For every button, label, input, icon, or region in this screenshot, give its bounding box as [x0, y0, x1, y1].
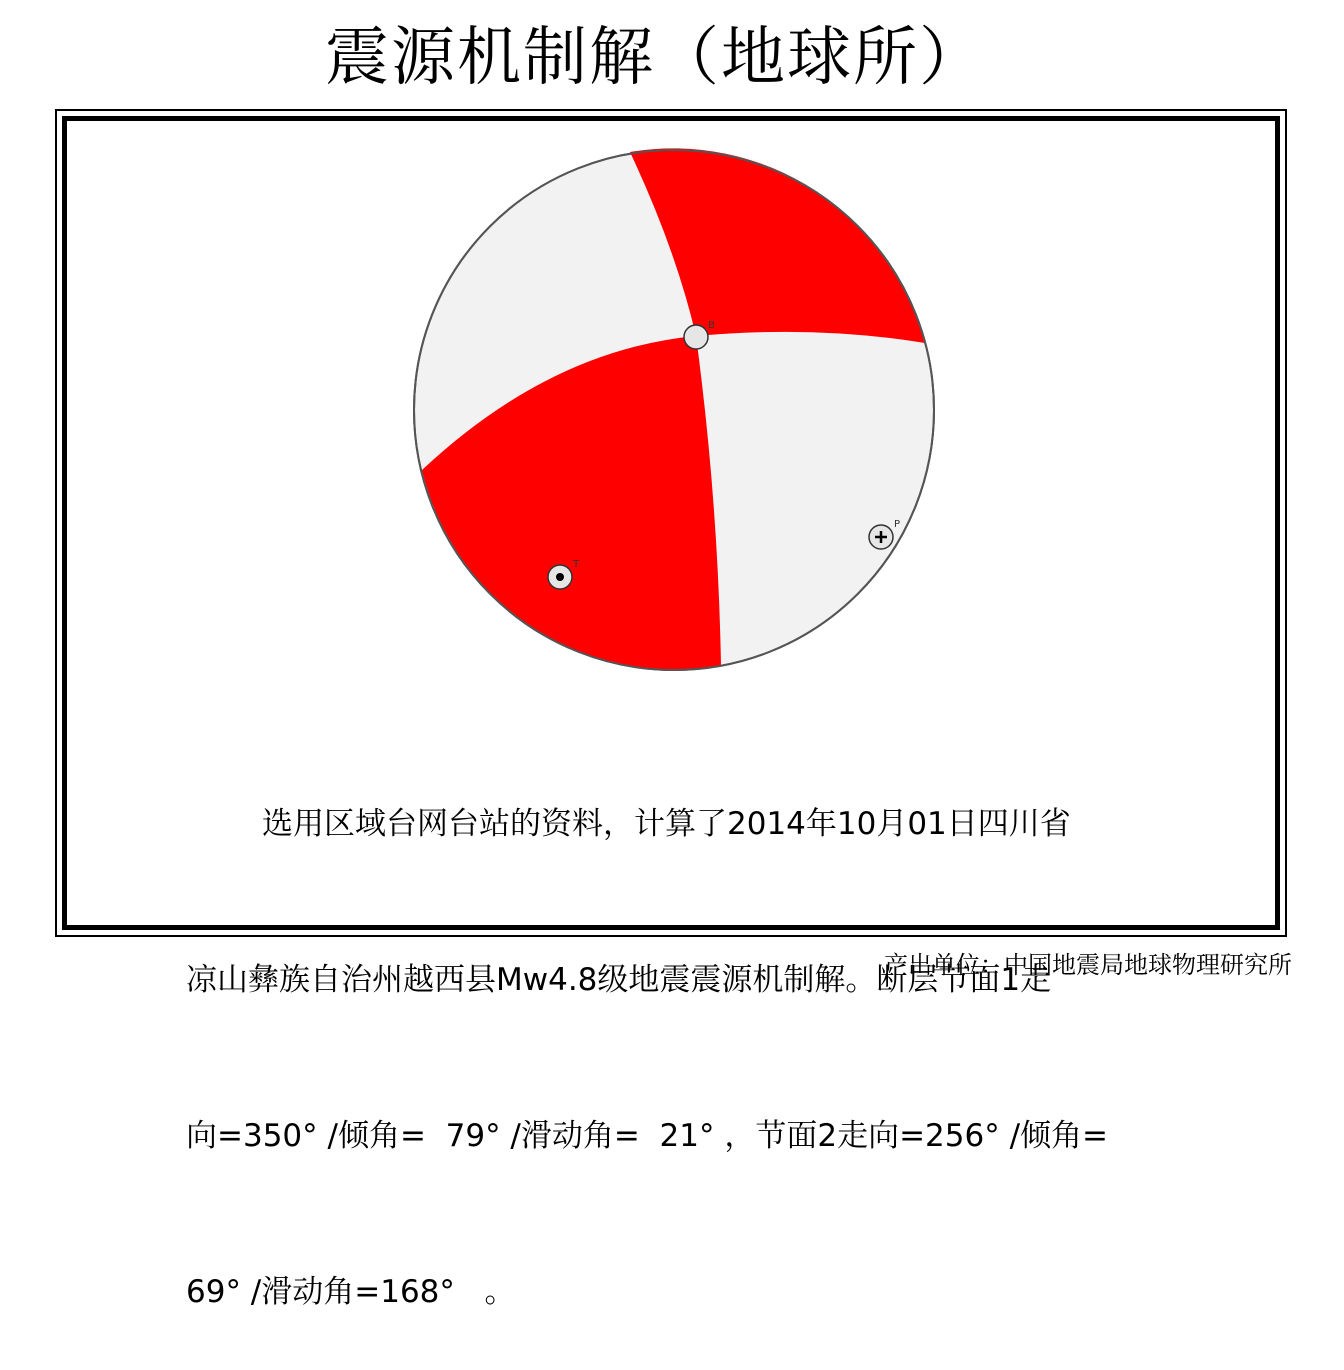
- description-line-3: 向=350° /倾角= 79° /滑动角= 21° ，节面2走向=256° /倾角=: [186, 1118, 1108, 1154]
- description-line-1: 选用区域台网台站的资料，计算了2014年10月01日四川省: [262, 806, 1071, 842]
- b-axis-label: B: [708, 320, 715, 331]
- description-line-4: 69° /滑动角=168° 。: [186, 1274, 516, 1310]
- p-axis-label: P: [894, 519, 901, 530]
- description-line-2: 凉山彝族自治州越西县Mw4.8级地震震源机制解。断层节面1走: [186, 962, 1052, 998]
- producer-credit: 产出单位：中国地震局地球物理研究所: [884, 951, 1292, 979]
- page-title: 震源机制解（地球所）: [325, 21, 985, 95]
- t-axis-label: T: [573, 559, 580, 570]
- mechanism-description: [186, 694, 1166, 1370]
